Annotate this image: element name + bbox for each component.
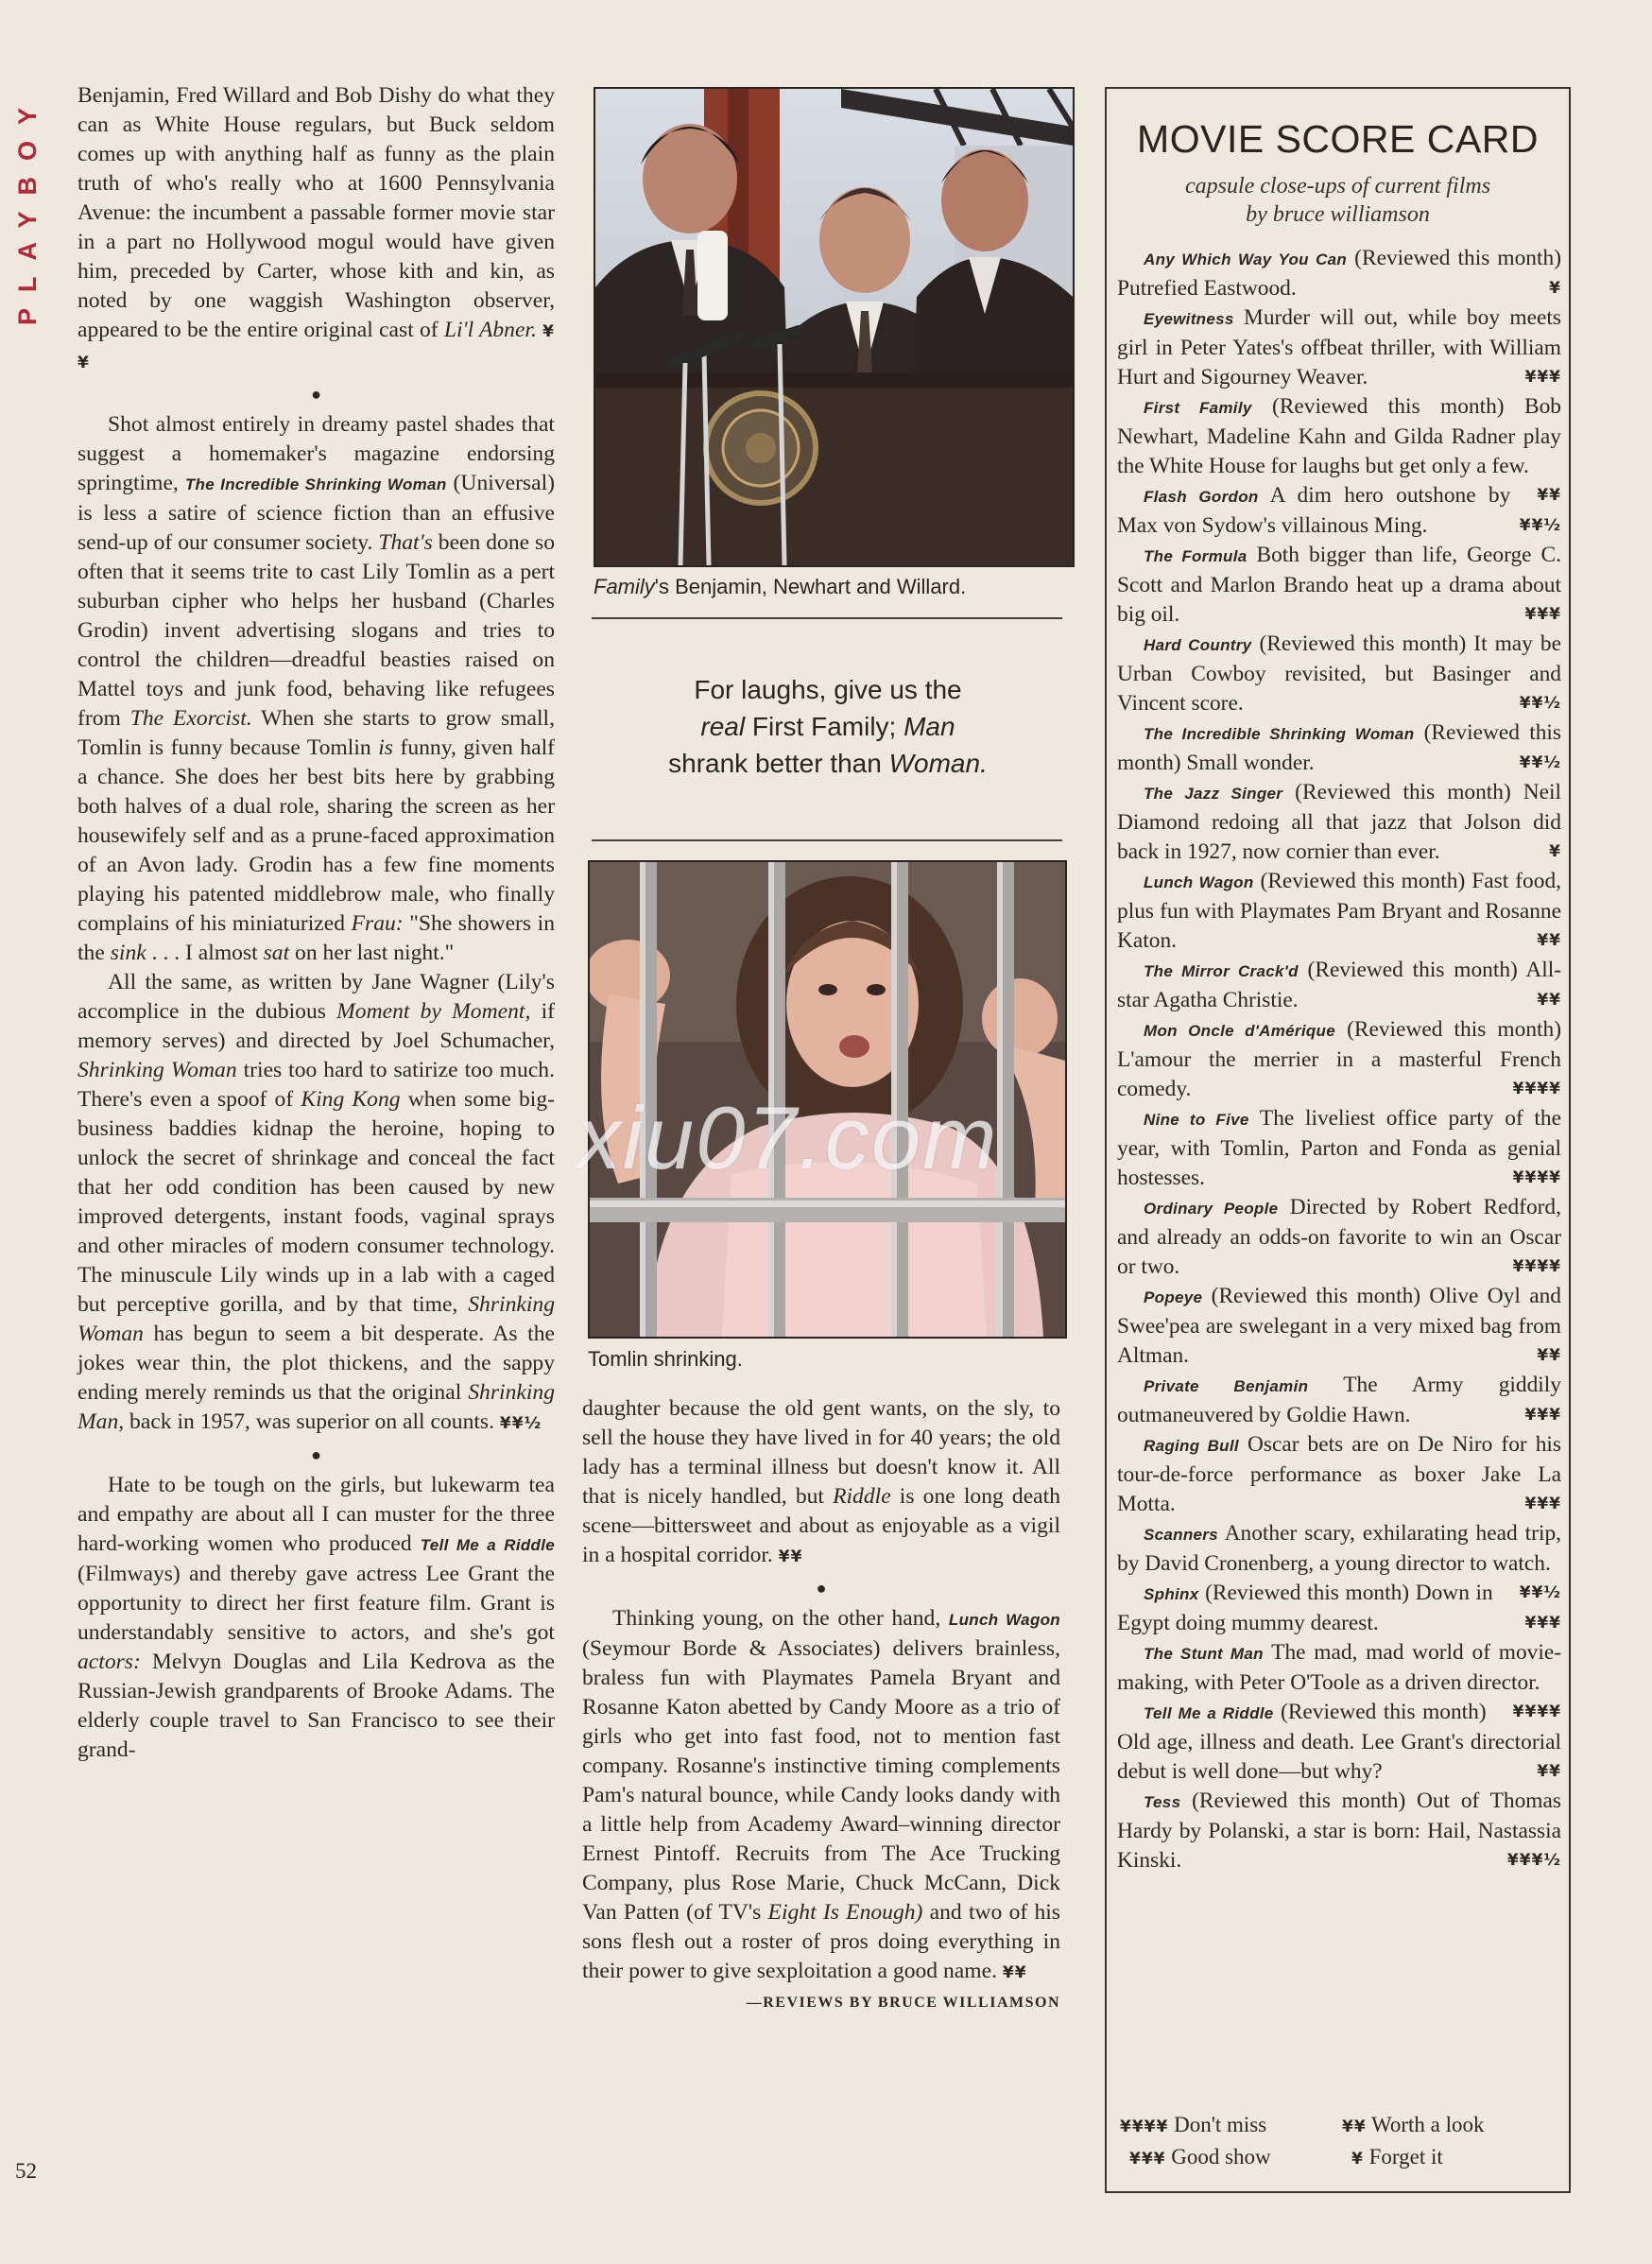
legend-item: ¥ Forget it xyxy=(1351,2145,1443,2169)
legend-item: ¥¥¥¥ Don't miss xyxy=(1120,2113,1267,2136)
section-bullet: ● xyxy=(311,385,321,404)
rating: ¥¥½ xyxy=(1519,753,1561,772)
watermark-text: xiu07.com xyxy=(576,1088,999,1187)
review-paragraph: daughter because the old gent wants, on the sly, to sell the house they have lived in for 40 years; the old lady has a terminal illness but doesn't know it. All that is nicely handled, but Riddle is one long death scene—bittersweet and about as enjoyable as a vigil in a hospital corridor. ¥¥ xyxy=(582,1396,1060,1567)
pull-quote: For laughs, give us the real First Family; Man shrank better than Woman. xyxy=(668,675,988,778)
film-title: Scanners xyxy=(1144,1526,1218,1544)
rating: ¥¥½ xyxy=(1519,1583,1561,1602)
score-card-subtitle: capsule close-ups of current films by bruce williamson xyxy=(1184,174,1491,227)
rating: ¥¥¥ xyxy=(1524,605,1561,624)
film-title: The Mirror Crack'd xyxy=(1144,962,1299,980)
score-card-entry xyxy=(1117,481,1561,541)
film-capsule: Directed by Robert Redford, and already an odds-on favorite to win an Oscar or two. xyxy=(1117,1195,1561,1279)
legend-item: ¥¥ Worth a look xyxy=(1342,2113,1485,2136)
film-title: Raging Bull xyxy=(1144,1437,1239,1455)
rating: ¥¥ xyxy=(1002,1963,1027,1982)
score-card-entry xyxy=(1117,1282,1561,1371)
review-paragraph: Thinking young, on the other hand, Lunch Wagon (Seymour Borde & Associates) delivers brainless, braless fun with Playmates Pamela Bryant and Rosanne Katon abetted by Candy Moore as a trio of girls who get into fast food, not to mention fast company. Rosanne's instinctive timing complements Pam's natural bounce, while Candy looks dandy with a little help from Academy Award–winning director Ernest Pintoff. Recruits from The Ace Trucking Company, plus Rose Marie, Chuck McCann, Dick Van Patten (of TV's Eight Is Enough) and two of his sons flesh out a roster of pros doing everything in their power to give sexploitation a good name. ¥¥ xyxy=(582,1606,1060,1983)
score-card-entry xyxy=(1117,244,1561,303)
rating: ¥ xyxy=(1549,279,1561,298)
review-column-center xyxy=(582,1394,1060,2017)
rating: ¥¥¥ xyxy=(1524,368,1561,387)
film-title: Tell Me a Riddle xyxy=(420,1536,556,1554)
score-card-entry xyxy=(1117,630,1561,718)
film-capsule: The Army giddily outmaneuvered by Goldie Hawn. xyxy=(1117,1373,1561,1427)
film-capsule: Another scary, exhilarating head trip, by David Cronenberg, a young director to watch. xyxy=(1117,1521,1561,1576)
film-capsule: (Reviewed this month) L'amour the merrier in a masterful French comedy. xyxy=(1117,1017,1561,1101)
score-card-entry xyxy=(1117,303,1561,392)
score-card-entry xyxy=(1117,956,1561,1015)
page-number: 52 xyxy=(15,2159,37,2183)
rating: ¥¥ xyxy=(778,1547,803,1566)
magazine-masthead: PLAYBOY xyxy=(13,91,42,325)
rating: ¥¥ xyxy=(1537,486,1561,505)
review-paragraph: All the same, as written by Jane Wagner (Lily's accomplice in the dubious Moment by Moment, if memory serves) and directed by Joel Schumacher, Shrinking Woman tries too hard to satirize too much. There's even a spoof of King Kong when some big-business baddies kidnap the heroine, hoping to unlock the secret of shrinkage and conceal the fact that her odd condition has been caused by new improved detergents, instant foods, vaginal sprays and other miracles of modern consumer technology. The minuscule Lily winds up in a lab with a caged but perceptive gorilla, and by that time, Shrinking Woman has begun to seem a bit desperate. As the jokes wear thin, the plot thickens, and the sappy ending merely reminds us that the original Shrinking Man, back in 1957, was superior on all counts. ¥¥½ xyxy=(77,970,555,1434)
first-family-photo-illustration xyxy=(595,89,1073,565)
film-capsule: (Reviewed this month) Small wonder. xyxy=(1117,720,1561,775)
film-title: The Formula xyxy=(1144,547,1248,565)
review-column-left xyxy=(77,81,555,1765)
section-bullet: ● xyxy=(816,1579,827,1598)
film-title: Private Benjamin xyxy=(1144,1377,1309,1395)
film-capsule: (Reviewed this month) Fast food, plus fun with Playmates Pam Bryant and Rosanne Katon. xyxy=(1117,869,1561,953)
film-capsule: (Reviewed this month) All-star Agatha Christie. xyxy=(1117,958,1561,1012)
film-title: First Family xyxy=(1144,399,1252,417)
film-capsule: (Reviewed this month) Putrefied Eastwood. xyxy=(1117,246,1561,301)
film-capsule: (Reviewed this month) Olive Oyl and Swee'pea are swelegant in a very mixed bag from Altman. xyxy=(1117,1284,1561,1368)
film-title: Flash Gordon xyxy=(1144,488,1259,506)
score-card-entry xyxy=(1117,1430,1561,1519)
film-title: Sphinx xyxy=(1144,1585,1199,1603)
rating: ¥¥¥½ xyxy=(1506,1851,1561,1870)
rating: ¥¥¥¥ xyxy=(1512,1080,1561,1098)
film-capsule: (Reviewed this month) Out of Thomas Hardy by Polanski, a star is born: Hail, Nastassia Kinski. xyxy=(1117,1789,1561,1873)
score-card-entry xyxy=(1117,1015,1561,1104)
divider-rule xyxy=(592,839,1062,841)
review-paragraph: Shot almost entirely in dreamy pastel shades that suggest a homemaker's magazine endorsing springtime, The Incredible Shrinking Woman (Universal) is less a satire of science fiction than an effusive send-up of our consumer society. That's been done so often that it seems trite to cast Lily Tomlin as a pert suburban cipher who helps her husband (Charles Grodin) invent advertising slogans and tries to control the children—dreadful beasties raised on Mattel toys and junk food, behaving like refugees from The Exorcist. When she starts to grow small, Tomlin is funny because Tomlin is funny, given half a chance. She does her best bits here by grabbing both halves of a dual role, sharing the screen as her housewifely self and as a prune-faced approximation of an Avon lady. Grodin has a few fine moments playing his patented middlebrow male, who finally complains of his miniaturized Frau: "She showers in the sink . . . I almost sat on her last night." xyxy=(77,412,555,965)
film-capsule: (Reviewed this month) Bob Newhart, Madeline Kahn and Gilda Radner play the White House for laughs but get only a few. xyxy=(1117,394,1561,478)
film-title: Any Which Way You Can xyxy=(1144,251,1348,268)
score-card-entry xyxy=(1117,541,1561,630)
section-bullet: ● xyxy=(311,1445,321,1464)
score-card-entry xyxy=(1117,1193,1561,1282)
rating: ¥¥ xyxy=(1537,1762,1561,1781)
rating: ¥¥¥ xyxy=(1524,1406,1561,1425)
film-capsule: (Reviewed this month) It may be Urban Cowboy revisited, but Basinger and Vincent score. xyxy=(1117,631,1562,716)
film-title: Lunch Wagon xyxy=(948,1611,1060,1629)
review-paragraph: Benjamin, Fred Willard and Bob Dishy do what they can as White House regulars, but Buck seldom comes up with anything half as funny as the plain truth of who's really who at 1600 Pennsylvania Avenue: the incumbent a passable former movie star in a part no Hollywood mogul would have given him, preceded by Carter, whose kith and kin, as noted by one waggish Washington observer, appeared to be the entire original cast of Li'l Abner. ¥¥ xyxy=(77,83,555,372)
film-title: Popeye xyxy=(1144,1288,1203,1306)
review-credit: —REVIEWS BY BRUCE WILLIAMSON xyxy=(746,1995,1060,2011)
legend-item: ¥¥¥ Good show xyxy=(1129,2145,1271,2169)
film-title: The Jazz Singer xyxy=(1144,785,1283,803)
score-card-entry xyxy=(1117,1787,1561,1875)
score-card-entry xyxy=(1117,867,1561,956)
film-title: Ordinary People xyxy=(1144,1200,1279,1218)
rating: ¥¥¥¥ xyxy=(1512,1168,1561,1187)
rating: ¥¥¥¥ xyxy=(1512,1702,1561,1721)
film-title: Hard Country xyxy=(1144,636,1252,654)
film-capsule: The liveliest office party of the year, with Tomlin, Parton and Fonda as genial hostesses. xyxy=(1117,1106,1561,1190)
rating: ¥¥½ xyxy=(1519,516,1561,535)
film-capsule: (Reviewed this month) Old age, illness and death. Lee Grant's directorial debut is well done—but why? xyxy=(1117,1700,1561,1784)
rating: ¥¥¥ xyxy=(1524,1614,1561,1633)
rating: ¥¥½ xyxy=(1519,694,1561,713)
score-card-list xyxy=(1117,244,1561,1875)
film-title: Eyewitness xyxy=(1144,310,1234,328)
rating: ¥¥ xyxy=(1537,991,1561,1010)
rating: ¥¥ xyxy=(1537,1346,1561,1365)
film-title: The Stunt Man xyxy=(1144,1645,1264,1663)
score-card-entry xyxy=(1117,1104,1561,1193)
film-title: The Incredible Shrinking Woman xyxy=(1144,725,1415,743)
rating: ¥ xyxy=(1549,842,1561,861)
photo-caption-first-family: Family's Benjamin, Newhart and Willard. xyxy=(594,575,967,598)
film-capsule: Murder will out, while boy meets girl in Peter Yates's offbeat thriller, with William Hurt and Sigourney Weaver. xyxy=(1117,305,1561,389)
film-capsule: A dim hero outshone by Max von Sydow's villainous Ming. xyxy=(1117,483,1511,538)
film-title: Tess xyxy=(1144,1793,1181,1811)
film-title: Lunch Wagon xyxy=(1144,873,1254,891)
rating: ¥¥¥¥ xyxy=(1512,1257,1561,1276)
rating: ¥¥½ xyxy=(499,1414,542,1433)
film-title: Mon Oncle d'Amérique xyxy=(1144,1022,1335,1040)
divider-rule xyxy=(592,617,1062,619)
film-capsule: Both bigger than life, George C. Scott and Marlon Brando heat up a drama about big oil. xyxy=(1117,543,1561,627)
score-card-title: MOVIE SCORE CARD xyxy=(1137,117,1539,161)
review-paragraph: Hate to be tough on the girls, but lukewarm tea and empathy are about all I can muster for the three hard-working women who produced Tell Me a Riddle (Filmways) and thereby gave actress Lee Grant the opportunity to direct her first feature film. Grant is understandably sensitive to actors, and she's got actors: Melvyn Douglas and Lila Kedrova as the Russian-Jewish grandparents of Brooke Adams. The elderly couple travel to San Francisco to see their grand- xyxy=(77,1473,556,1762)
film-capsule: Oscar bets are on De Niro for his tour-de-force performance as boxer Jake La Motta. xyxy=(1117,1432,1561,1516)
score-card-entry xyxy=(1117,718,1561,778)
rating: ¥¥ xyxy=(77,322,555,372)
photo-caption-tomlin: Tomlin shrinking. xyxy=(588,1347,743,1371)
film-capsule: The mad, mad world of movie-making, with Peter O'Toole as a driven director. xyxy=(1117,1640,1562,1695)
film-title: Tell Me a Riddle xyxy=(1144,1704,1274,1722)
film-capsule: (Reviewed this month) Neil Diamond redoing all that jazz that Jolson did back in 1927, now cornier than ever. xyxy=(1117,780,1562,864)
rating: ¥¥ xyxy=(1537,931,1561,950)
movie-score-card xyxy=(1105,87,1571,2193)
score-card-entry xyxy=(1117,778,1561,867)
rating-legend xyxy=(1120,2110,1564,2174)
film-title: The Incredible Shrinking Woman xyxy=(184,475,447,493)
score-card-entry xyxy=(1117,1371,1561,1430)
film-capsule: (Reviewed this month) Down in Egypt doing mummy dearest. xyxy=(1117,1581,1493,1635)
rating: ¥¥¥ xyxy=(1524,1495,1561,1513)
photo-first-family xyxy=(594,87,1075,567)
film-title: Nine to Five xyxy=(1144,1111,1249,1129)
